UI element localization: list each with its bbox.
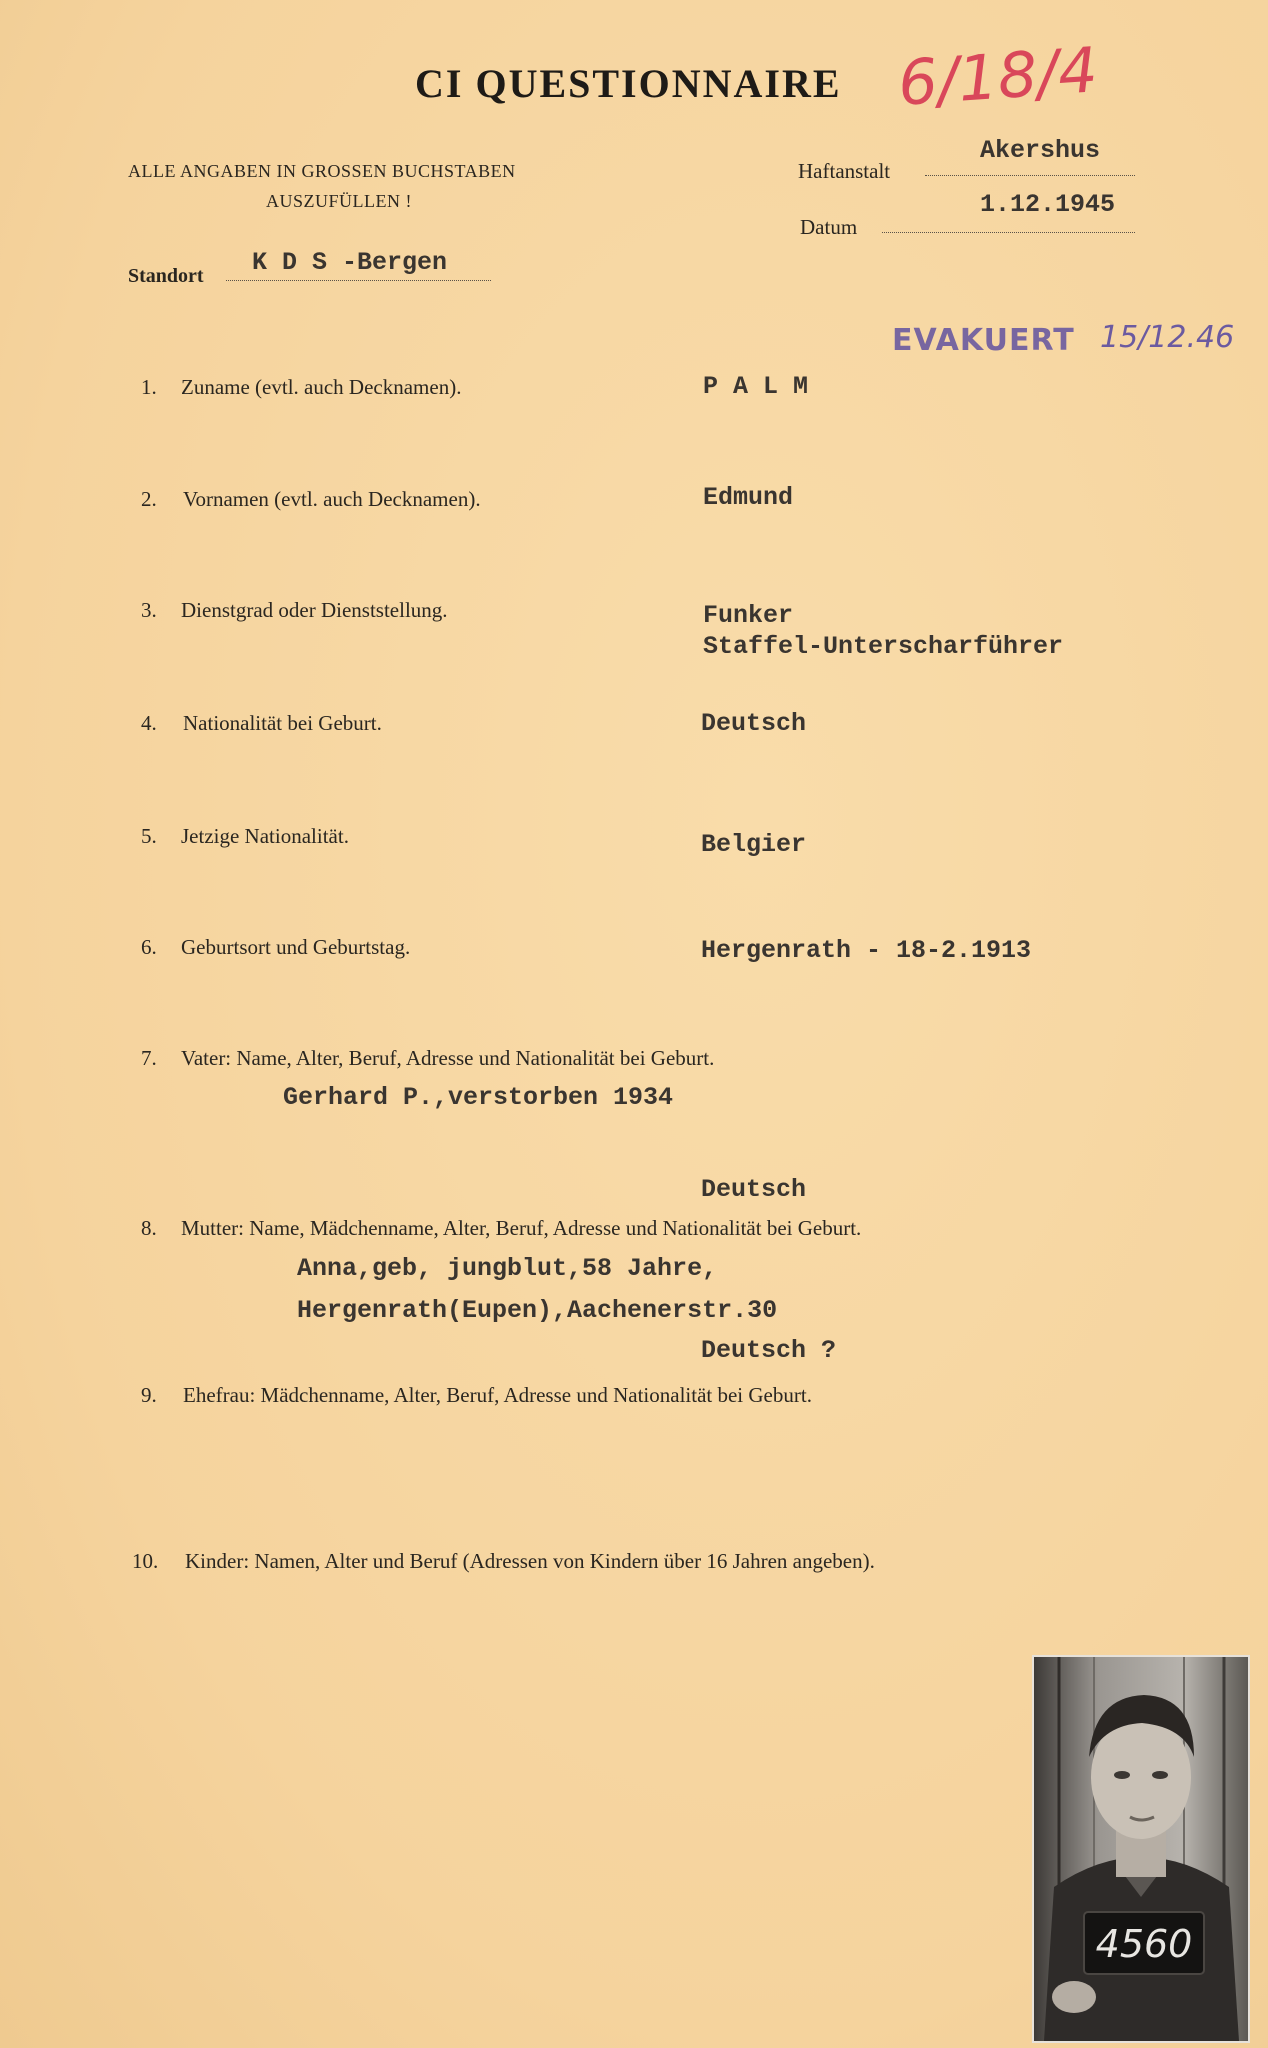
standort-line <box>226 280 491 281</box>
question-5-number: 5. <box>141 824 157 848</box>
question-8-label: Mutter: Name, Mädchenname, Alter, Beruf, Adresse und Nationalität bei Geburt. <box>181 1216 862 1240</box>
question-7-answer-nationality: Deutsch <box>701 1175 807 1204</box>
question-8-answer-line-3: Deutsch ? <box>701 1336 837 1365</box>
question-2-answer: Edmund <box>703 483 794 512</box>
photo-placard-number: 4560 <box>1095 1922 1193 1966</box>
evakuert-stamp-date: 15/12.46 <box>1100 320 1235 355</box>
prisoner-photo-image <box>1034 1657 1248 2041</box>
question-3-number: 3. <box>141 598 157 622</box>
question-4-label: Nationalität bei Geburt. <box>183 711 382 735</box>
question-8-number: 8. <box>141 1216 157 1240</box>
question-7-number: 7. <box>141 1046 157 1070</box>
question-6-answer: Hergenrath - 18-2.1913 <box>701 936 1032 965</box>
question-1-label: Zuname (evtl. auch Decknamen). <box>181 375 462 399</box>
question-2-label: Vornamen (evtl. auch Decknamen). <box>183 487 481 511</box>
question-5-label: Jetzige Nationalität. <box>181 824 349 848</box>
haftanstalt-label: Haftanstalt <box>798 159 891 183</box>
question-7-answer: Gerhard P.,verstorben 1934 <box>283 1083 674 1112</box>
haftanstalt-value: Akershus <box>980 136 1101 165</box>
question-8-answer-line-2: Hergenrath(Eupen),Aachenerstr.30 <box>297 1296 778 1325</box>
standort-label: Standort <box>128 265 204 287</box>
question-3-answer-line-1: Funker <box>703 601 794 630</box>
instruction-line-2: AUSZUFÜLLEN ! <box>266 191 412 211</box>
datum-value: 1.12.1945 <box>980 190 1116 219</box>
question-3-label: Dienstgrad oder Dienststellung. <box>181 598 448 622</box>
question-2-number: 2. <box>141 487 157 511</box>
question-6-number: 6. <box>141 935 157 959</box>
question-1-number: 1. <box>141 375 157 399</box>
question-9-number: 9. <box>141 1383 157 1407</box>
question-6-label: Geburtsort und Geburtstag. <box>181 935 411 959</box>
question-1-answer: P A L M <box>703 372 809 401</box>
handwritten-reference: 6/18/4 <box>895 33 1100 120</box>
question-10-label: Kinder: Namen, Alter und Beruf (Adressen von Kindern über 16 Jahren angeben). <box>185 1549 875 1573</box>
datum-label: Datum <box>800 215 858 239</box>
prisoner-photo <box>1032 1655 1250 2043</box>
question-4-number: 4. <box>141 711 157 735</box>
question-3-answer-line-2: Staffel-Unterscharführer <box>703 632 1064 661</box>
evakuert-stamp: EVAKUERT <box>892 323 1075 358</box>
standort-value: K D S -Bergen <box>252 248 448 277</box>
haftanstalt-line <box>925 175 1135 176</box>
question-10-number: 10. <box>132 1549 159 1573</box>
question-7-label: Vater: Name, Alter, Beruf, Adresse und Nationalität bei Geburt. <box>181 1046 715 1070</box>
instruction-line-1: ALLE ANGABEN IN GROSSEN BUCHSTABEN <box>128 161 516 181</box>
datum-line <box>882 232 1135 233</box>
question-5-answer: Belgier <box>701 830 807 859</box>
question-4-answer: Deutsch <box>701 709 807 738</box>
page-title: CI QUESTIONNAIRE <box>415 61 842 106</box>
question-9-label: Ehefrau: Mädchenname, Alter, Beruf, Adresse und Nationalität bei Geburt. <box>183 1383 812 1407</box>
question-8-answer-line-1: Anna,geb, jungblut,58 Jahre, <box>297 1254 718 1283</box>
